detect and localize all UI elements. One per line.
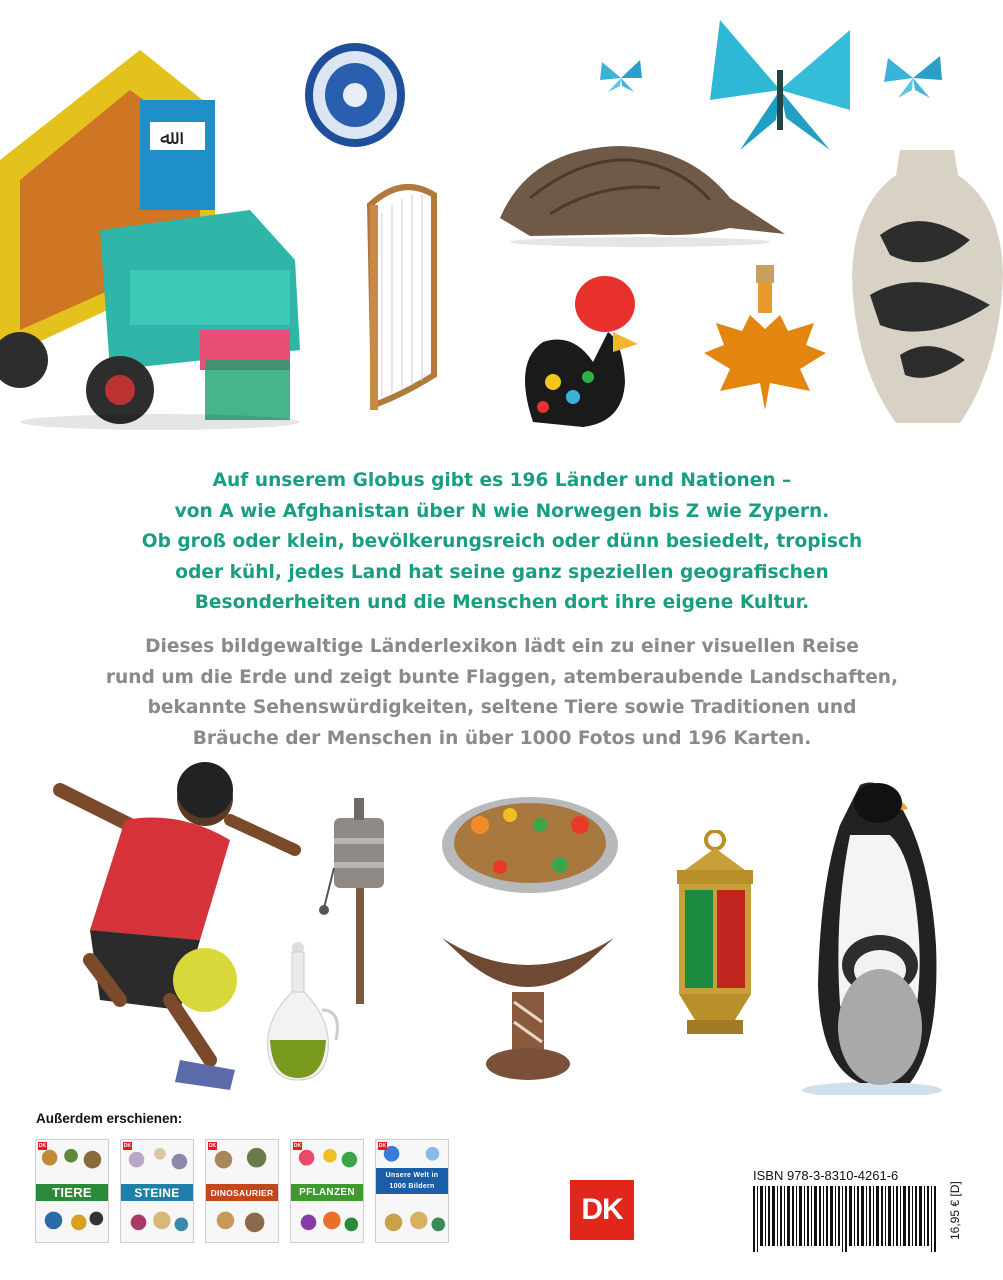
description-paragraph <box>60 632 944 754</box>
intro-line: Besonderheiten und die Menschen dort ihre eigene Kultur. <box>194 592 810 613</box>
intro-line: von A wie Afghanistan über N wie Norwegen bis Z wie Zypern. <box>174 500 830 522</box>
intro-line: Ob groß oder klein, bevölkerungsreich oder dünn besiedelt, tropisch <box>141 531 863 552</box>
butterfly-small-right-image <box>880 50 946 104</box>
wooden-headrest-image <box>438 932 618 1082</box>
book-title: DINOSAURIER <box>206 1184 278 1201</box>
maple-syrup-bottle-image <box>700 265 830 415</box>
svg-text:ﷲ: ﷲ <box>160 125 172 149</box>
lantern-image <box>665 830 765 1040</box>
book-title: Unsere Welt in 1000 Bildern <box>376 1168 448 1194</box>
description-line: rund um die Erde und zeigt bunte Flaggen, atemberaubende Landschaften, <box>105 666 899 688</box>
description-line: Bräuche der Menschen in über 1000 Fotos und 196 Karten. <box>192 727 812 749</box>
book-title: TIERE <box>36 1184 108 1201</box>
olive-oil-carafe-image <box>262 940 342 1082</box>
butterfly-small-left-image <box>598 56 644 98</box>
rooster-figurine-image <box>513 272 645 432</box>
intro-line: Auf unserem Globus gibt es 196 Länder und Nationen – <box>212 470 792 491</box>
price-text: 16,95 € [D] <box>948 1181 962 1240</box>
description-line: Dieses bildgewaltige Länderlexikon lädt ein zu einer visuellen Reise <box>145 636 859 657</box>
barcode-image <box>753 1186 939 1252</box>
intro-paragraph <box>60 466 944 619</box>
book-cover-dinosaurier[interactable] <box>205 1139 279 1243</box>
book-cover-steine[interactable] <box>120 1139 194 1243</box>
isbn-text: ISBN 978-3-8310-4261-6 <box>753 1168 899 1183</box>
book-publisher-mark: DK <box>378 1143 387 1149</box>
pangolin-image <box>490 138 790 248</box>
book-publisher-mark: DK <box>208 1143 217 1149</box>
also-published-label: Außerdem erschienen: <box>36 1111 183 1126</box>
book-title: PFLANZEN <box>291 1184 363 1201</box>
food-platter-image <box>440 795 620 895</box>
decorated-truck-image <box>0 30 310 430</box>
book-cover-pflanzen[interactable] <box>290 1139 364 1243</box>
ornamental-plate-image <box>302 40 408 150</box>
book-title: STEINE <box>121 1184 193 1201</box>
book-publisher-mark: DK <box>38 1143 47 1149</box>
book-cover-unsere-welt[interactable] <box>375 1139 449 1243</box>
porcelain-vase-image <box>850 145 1003 427</box>
book-publisher-mark: DK <box>293 1143 302 1149</box>
dk-publisher-logo: DK <box>570 1180 634 1240</box>
description-line: bekannte Sehenswürdigkeiten, seltene Tiere sowie Traditionen und <box>147 697 857 718</box>
harp-image <box>362 175 442 413</box>
intro-line: oder kühl, jedes Land hat seine ganz speziellen geografischen <box>175 561 829 583</box>
emperor-penguins-image <box>800 765 945 1095</box>
book-cover-tiere[interactable] <box>35 1139 109 1243</box>
book-publisher-mark: DK <box>123 1143 132 1149</box>
